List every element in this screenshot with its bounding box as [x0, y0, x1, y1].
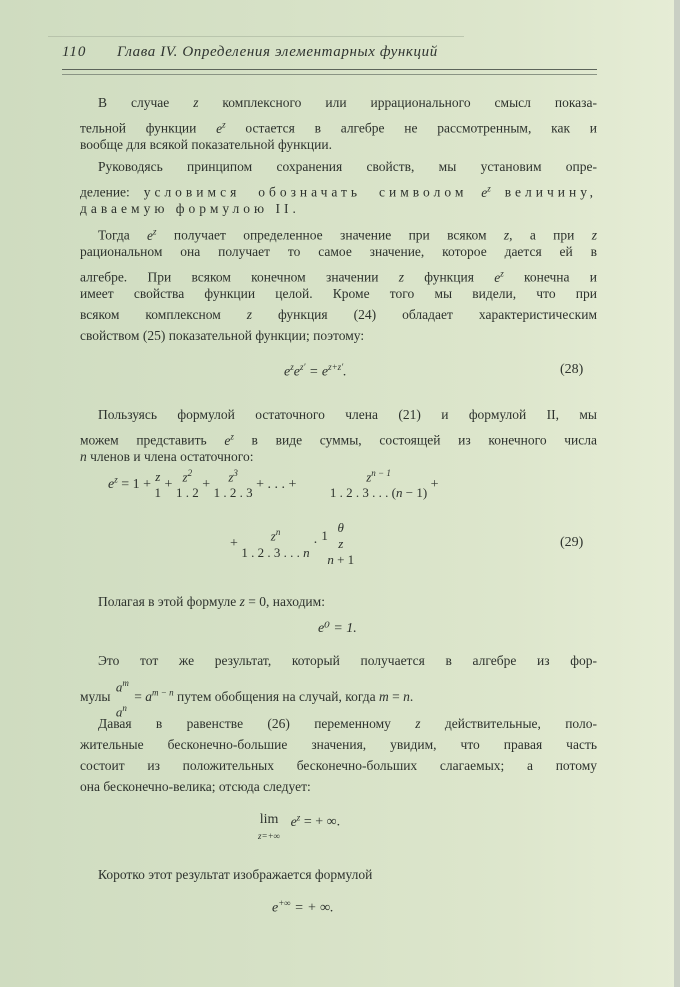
- paragraph-line: алгебре. При всяком конечном значении z функция $e^z$ конечна и: [80, 268, 597, 285]
- formula-e0: e⁰ = 1.: [318, 621, 357, 636]
- paragraph-line: она бесконечно-велика; отсюда следует:: [80, 779, 311, 794]
- page-number: 110: [62, 44, 87, 60]
- paragraph-line: Руководясь принципом сохранения свойств, мы установим опре-: [98, 159, 597, 174]
- paragraph-line: жительные бесконечно-большие значения, увидим, что правая часть: [80, 737, 597, 752]
- header-double-rule: [62, 69, 597, 75]
- formula-29-line1: $e^z = 1$ + z 1 + $z^2$ 1 . 2 + $z^3$ 1 . 2 . 3 + . . . + $z^{n - 1}$ 1 . 2 . 3 . . . (n − 1) +: [108, 468, 439, 501]
- paragraph-line: Тогда $e^z$ получает определенное значение при всяком z, а при z: [98, 226, 597, 243]
- paragraph-line: тельной функции $e^z$ остается в алгебре не рассмотренным, как и: [80, 119, 597, 136]
- paragraph-line: имеет свойства функции целой. Кроме того мы видели, что при: [80, 286, 597, 301]
- formula-28: $e^ze^{z'} = e^{z+z'}$.: [284, 362, 347, 380]
- paragraph-line: состоит из положительных бесконечно-больших слагаемых; а потому: [80, 758, 597, 773]
- equation-number-29: (29): [560, 535, 584, 550]
- page-edge: [674, 0, 680, 987]
- formula-29-line2: + $z^n$ 1 . 2 . 3 . . . n · 1 θ z n + 1: [230, 520, 355, 567]
- paragraph-line: всяком комплексном z функция (24) обладает характеристическим: [80, 307, 597, 322]
- paragraph-line: свойством (25) показательной функции; поэтому:: [80, 328, 365, 343]
- paragraph-line: n членов и члена остаточного:: [80, 449, 254, 464]
- paragraph-line: деление: условимся обозначать символом $e^z$ величину,: [80, 183, 597, 200]
- paragraph-line: Полагая в этой формуле z = 0, находим:: [98, 594, 325, 609]
- paragraph-line: вообще для всякой показательной функции.: [80, 137, 332, 152]
- top-edge-rule: [48, 36, 464, 37]
- paragraph-line: Это тот же результат, который получается в алгебре из фор-: [98, 653, 597, 668]
- formula-short: e+∞ = + ∞.: [272, 898, 334, 916]
- running-title: Глава IV. Определения элементарных функций: [117, 44, 438, 60]
- equation-number-28: (28): [560, 362, 584, 377]
- paragraph-line: Коротко этот результат изображается формулой: [98, 867, 373, 882]
- paragraph-line: рациональном она получает то самое значение, которое дается ей в: [80, 244, 597, 259]
- paragraph-line: Давая в равенстве (26) переменному z действительные, поло-: [98, 716, 597, 731]
- paragraph-line: можем представить $e^z$ в виде суммы, состоящей из конечного числа: [80, 431, 597, 448]
- paragraph-line: мулы $a^m$ $a^n$ = $a^{m - n}$ путем обобщения на случай, когда m = n.: [80, 678, 414, 720]
- paragraph-line: даваемую формулою II.: [80, 201, 300, 216]
- paragraph-line: В случае z комплексного или иррационального смысл показа-: [98, 95, 597, 110]
- paragraph-line: Пользуясь формулой остаточного члена (21) и формулой II, мы: [98, 407, 597, 422]
- formula-limit: lim z=+∞ $e^z$ = + ∞.: [258, 812, 341, 841]
- running-header: [62, 42, 602, 66]
